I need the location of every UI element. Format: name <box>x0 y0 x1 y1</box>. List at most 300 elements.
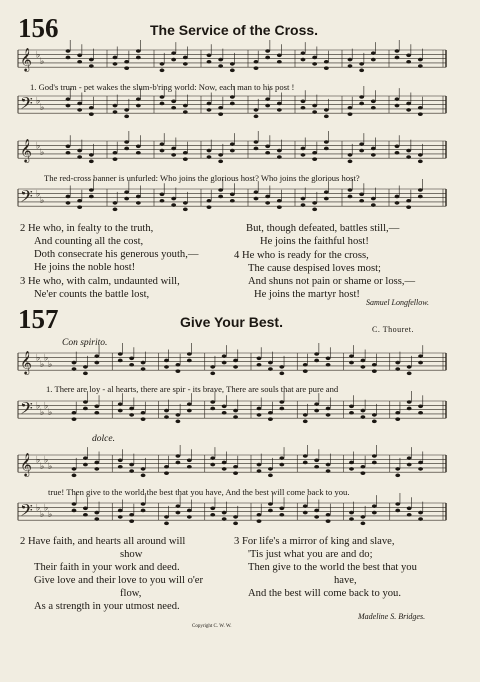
flat-icon: ♭ <box>40 147 45 158</box>
note-head <box>141 467 146 471</box>
note-head <box>118 515 123 519</box>
note-head <box>254 66 259 70</box>
note-head <box>312 56 317 60</box>
flat-icon: ♭ <box>36 141 41 152</box>
note-head <box>268 474 273 478</box>
verse-line: Ne'er counts the battle lost, <box>34 289 150 300</box>
note-head <box>257 463 262 467</box>
flat-icon: ♭ <box>40 195 45 206</box>
note-head <box>406 205 411 209</box>
note-head <box>349 511 354 515</box>
note-head <box>268 367 273 371</box>
note-head <box>233 471 238 475</box>
flat-icon: ♭ <box>44 503 49 514</box>
note-head <box>176 504 181 508</box>
note-head <box>326 469 331 473</box>
note-head <box>314 402 319 406</box>
note-head <box>94 461 99 465</box>
note-head <box>326 357 331 361</box>
note-head <box>72 361 77 365</box>
note-head <box>129 413 134 417</box>
note-head <box>312 110 317 114</box>
note-head <box>77 155 82 159</box>
verse-line: But, though defeated, battles still,— <box>246 223 400 234</box>
note-head <box>407 463 412 467</box>
note-head <box>113 110 118 114</box>
note-head <box>210 407 215 411</box>
note-head <box>324 66 329 70</box>
note-head <box>257 407 262 411</box>
note-head <box>89 64 94 68</box>
note-head <box>277 205 282 209</box>
note-head <box>129 357 134 361</box>
note-head <box>207 155 212 159</box>
note-head <box>72 367 77 371</box>
note-head <box>176 413 181 417</box>
composer-credit: C. Thouret. <box>372 325 415 334</box>
note-head <box>207 54 212 58</box>
note-head <box>349 411 354 415</box>
note-head <box>160 102 165 106</box>
note-head <box>141 502 146 506</box>
note-head <box>279 456 284 460</box>
verse-2 <box>20 535 203 613</box>
note-head <box>279 463 284 467</box>
note-head <box>230 193 235 197</box>
note-head <box>207 60 212 64</box>
note-head <box>312 201 317 205</box>
lyric-line: 1. God's trum - pet wakes the slum-b'ring world: Now, each man to his post ! <box>30 82 295 92</box>
note-head <box>187 465 192 469</box>
note-head <box>371 147 376 151</box>
note-head <box>160 199 165 203</box>
note-head <box>395 474 400 478</box>
treble-clef-icon: 𝄞 <box>20 138 32 163</box>
note-head <box>279 372 284 376</box>
note-head <box>164 465 169 469</box>
note-head <box>279 507 284 511</box>
verse-3-continued <box>246 222 399 248</box>
note-head <box>176 369 181 373</box>
note-head <box>349 405 354 409</box>
note-head <box>265 195 270 199</box>
verse-line: flow, <box>120 588 142 599</box>
note-head <box>124 190 129 194</box>
note-head <box>257 513 262 517</box>
note-head <box>418 106 423 110</box>
note-head <box>303 420 308 424</box>
note-head <box>359 142 364 146</box>
note-head <box>218 64 223 68</box>
note-head <box>407 507 412 511</box>
note-head <box>361 471 366 475</box>
note-head <box>187 509 192 513</box>
note-head <box>89 188 94 192</box>
hymn-title: Give Your Best. <box>180 314 283 330</box>
note-head <box>89 153 94 157</box>
note-head <box>222 511 227 515</box>
note-head <box>210 513 215 517</box>
note-head <box>418 461 423 465</box>
note-head <box>268 361 273 365</box>
note-head <box>222 517 227 521</box>
note-head <box>265 56 270 60</box>
note-head <box>89 195 94 199</box>
note-head <box>407 365 412 369</box>
flat-icon: ♭ <box>36 455 41 466</box>
note-head <box>418 64 423 68</box>
note-head <box>72 474 77 478</box>
note-head <box>348 106 353 110</box>
note-head <box>207 149 212 153</box>
note-head <box>395 411 400 415</box>
note-head <box>361 515 366 519</box>
note-head <box>124 66 129 70</box>
note-head <box>361 522 366 526</box>
note-head <box>303 461 308 465</box>
note-head <box>301 100 306 104</box>
note-head <box>406 60 411 64</box>
note-head <box>83 507 88 511</box>
note-head <box>277 54 282 58</box>
flat-icon: ♭ <box>48 359 53 370</box>
note-head <box>303 413 308 417</box>
note-head <box>124 147 129 151</box>
note-head <box>324 115 329 119</box>
note-head <box>187 515 192 519</box>
note-head <box>210 507 215 511</box>
note-head <box>164 359 169 363</box>
note-head <box>326 463 331 467</box>
note-head <box>230 95 235 99</box>
note-head <box>222 467 227 471</box>
note-head <box>418 467 423 471</box>
note-head <box>183 110 188 114</box>
note-head <box>207 199 212 203</box>
note-head <box>164 471 169 475</box>
note-head <box>118 352 123 356</box>
note-head <box>230 142 235 146</box>
note-head <box>418 58 423 62</box>
note-head <box>72 509 77 513</box>
note-head <box>113 201 118 205</box>
note-head <box>395 361 400 365</box>
note-head <box>230 149 235 153</box>
note-head <box>372 369 377 373</box>
author-credit: Madeline S. Bridges. <box>358 612 426 621</box>
verse-line: 3 For life's a mirror of king and slave, <box>234 536 395 547</box>
note-head <box>326 407 331 411</box>
note-head <box>187 402 192 406</box>
note-head <box>359 95 364 99</box>
flat-icon: ♭ <box>36 96 41 107</box>
note-head <box>89 112 94 116</box>
note-head <box>361 359 366 363</box>
note-head <box>257 413 262 417</box>
note-head <box>89 160 94 164</box>
note-head <box>83 463 88 467</box>
note-head <box>324 190 329 194</box>
note-head <box>395 509 400 513</box>
note-head <box>77 205 82 209</box>
note-head <box>371 153 376 157</box>
note-head <box>94 354 99 358</box>
note-head <box>94 411 99 415</box>
note-head <box>314 409 319 413</box>
note-head <box>371 51 376 55</box>
note-head <box>314 515 319 519</box>
flat-icon: ♭ <box>36 189 41 200</box>
note-head <box>233 409 238 413</box>
dynamic-marking: dolce. <box>92 434 115 444</box>
note-head <box>230 62 235 66</box>
note-head <box>222 405 227 409</box>
note-head <box>254 147 259 151</box>
note-head <box>395 104 400 108</box>
note-head <box>113 62 118 66</box>
verse-line: 4 He who is ready for the cross, <box>234 250 369 261</box>
note-head <box>312 157 317 161</box>
note-head <box>418 517 423 521</box>
note-head <box>230 199 235 203</box>
flat-icon: ♭ <box>48 407 53 418</box>
note-head <box>118 465 123 469</box>
note-head <box>279 513 284 517</box>
note-head <box>136 151 141 155</box>
note-head <box>301 147 306 151</box>
note-head <box>326 413 331 417</box>
note-head <box>348 160 353 164</box>
note-head <box>207 108 212 112</box>
lyric-line: true! Then give to the world the best that you have, And the best will come back to you. <box>48 487 350 497</box>
note-head <box>210 372 215 376</box>
note-head <box>406 155 411 159</box>
note-head <box>118 409 123 413</box>
note-head <box>372 511 377 515</box>
note-head <box>66 195 71 199</box>
note-head <box>303 504 308 508</box>
lyric-line: The red-cross banner is unfurled: Who joins the glorious host? Who joins the glorious host? <box>44 173 360 183</box>
note-head <box>118 402 123 406</box>
note-head <box>141 411 146 415</box>
note-head <box>113 104 118 108</box>
verse-3 <box>20 275 180 301</box>
note-head <box>361 465 366 469</box>
flat-icon: ♭ <box>40 509 45 520</box>
note-head <box>348 58 353 62</box>
hymn-number: 157 <box>18 304 59 334</box>
note-head <box>77 60 82 64</box>
note-head <box>124 197 129 201</box>
note-head <box>77 199 82 203</box>
note-head <box>277 199 282 203</box>
note-head <box>371 100 376 104</box>
note-head <box>326 519 331 523</box>
note-head <box>230 102 235 106</box>
note-head <box>418 188 423 192</box>
note-head <box>222 361 227 365</box>
verse-line: And shuns not pain or shame or loss,— <box>248 276 416 287</box>
note-head <box>160 149 165 153</box>
note-head <box>129 519 134 523</box>
note-head <box>348 112 353 116</box>
note-head <box>176 511 181 515</box>
note-head <box>66 56 71 60</box>
note-head <box>233 365 238 369</box>
note-head <box>324 197 329 201</box>
note-head <box>301 106 306 110</box>
note-head <box>395 56 400 60</box>
flat-icon: ♭ <box>40 102 45 113</box>
note-head <box>164 365 169 369</box>
note-head <box>230 69 235 73</box>
flat-icon: ♭ <box>44 401 49 412</box>
note-head <box>171 153 176 157</box>
note-head <box>171 147 176 151</box>
note-head <box>372 504 377 508</box>
verse-line: Doth consecrate his generous youth,— <box>34 249 199 260</box>
note-head <box>359 149 364 153</box>
note-head <box>207 102 212 106</box>
note-head <box>218 58 223 62</box>
note-head <box>395 145 400 149</box>
note-head <box>129 363 134 367</box>
note-head <box>77 54 82 58</box>
note-head <box>72 411 77 415</box>
note-head <box>268 502 273 506</box>
note-head <box>187 459 192 463</box>
note-head <box>268 411 273 415</box>
note-head <box>136 49 141 53</box>
hymn-number: 156 <box>18 13 59 43</box>
note-head <box>183 201 188 205</box>
note-head <box>277 149 282 153</box>
note-head <box>418 160 423 164</box>
note-head <box>129 469 134 473</box>
note-head <box>160 69 165 73</box>
note-head <box>277 60 282 64</box>
note-head <box>301 58 306 62</box>
note-head <box>72 502 77 506</box>
note-head <box>136 56 141 60</box>
note-head <box>277 155 282 159</box>
note-head <box>406 108 411 112</box>
note-head <box>66 201 71 205</box>
verse-line: The cause despised loves most; <box>248 263 381 274</box>
flat-icon: ♭ <box>36 353 41 364</box>
note-head <box>210 456 215 460</box>
note-head <box>129 463 134 467</box>
note-head <box>359 69 364 73</box>
note-head <box>141 367 146 371</box>
note-head <box>395 49 400 53</box>
note-head <box>312 62 317 66</box>
note-head <box>210 463 215 467</box>
note-head <box>183 157 188 161</box>
verse-line: show <box>120 549 143 560</box>
note-head <box>72 467 77 471</box>
note-head <box>265 104 270 108</box>
note-head <box>118 509 123 513</box>
tempo-marking: Con spirito. <box>62 338 108 348</box>
note-head <box>218 195 223 199</box>
note-head <box>113 208 118 212</box>
note-head <box>406 54 411 58</box>
note-head <box>254 140 259 144</box>
note-head <box>164 409 169 413</box>
note-head <box>207 205 212 209</box>
note-head <box>418 112 423 116</box>
note-head <box>160 193 165 197</box>
note-head <box>176 420 181 424</box>
verse-line: He joins the faithful host! <box>260 236 369 247</box>
note-head <box>348 153 353 157</box>
note-head <box>407 513 412 517</box>
note-head <box>371 197 376 201</box>
note-head <box>314 509 319 513</box>
verse-line: And counting all the cost, <box>34 236 144 247</box>
note-head <box>312 208 317 212</box>
note-head <box>89 58 94 62</box>
verse-line: And the best will come back to you. <box>248 588 401 599</box>
note-head <box>359 102 364 106</box>
note-head <box>136 201 141 205</box>
note-head <box>372 461 377 465</box>
note-head <box>372 413 377 417</box>
note-head <box>118 459 123 463</box>
note-head <box>265 201 270 205</box>
note-head <box>326 513 331 517</box>
note-head <box>218 188 223 192</box>
lyric-line: 1. There are loy - al hearts, there are spir - its brave, There are souls that are pure and <box>46 384 339 394</box>
treble-clef-icon: 𝄞 <box>20 47 32 72</box>
note-head <box>187 359 192 363</box>
note-head <box>361 415 366 419</box>
note-head <box>113 151 118 155</box>
note-head <box>418 195 423 199</box>
note-head <box>361 409 366 413</box>
note-head <box>268 467 273 471</box>
copyright-notice: Copyright C. W. W. <box>192 624 232 629</box>
note-head <box>233 522 238 526</box>
note-head <box>324 108 329 112</box>
note-head <box>407 400 412 404</box>
note-head <box>254 190 259 194</box>
flat-icon: ♭ <box>40 359 45 370</box>
note-head <box>164 522 169 526</box>
note-head <box>395 201 400 205</box>
note-head <box>324 140 329 144</box>
note-head <box>233 515 238 519</box>
note-head <box>407 407 412 411</box>
flat-icon: ♭ <box>36 401 41 412</box>
verse-4 <box>234 249 415 301</box>
note-head <box>136 104 141 108</box>
note-head <box>176 363 181 367</box>
note-head <box>77 149 82 153</box>
note-head <box>314 459 319 463</box>
note-head <box>77 108 82 112</box>
flat-icon: ♭ <box>40 56 45 67</box>
note-head <box>164 415 169 419</box>
note-head <box>66 104 71 108</box>
note-head <box>407 456 412 460</box>
note-head <box>406 102 411 106</box>
note-head <box>124 108 129 112</box>
note-head <box>418 405 423 409</box>
note-head <box>324 60 329 64</box>
note-head <box>348 64 353 68</box>
